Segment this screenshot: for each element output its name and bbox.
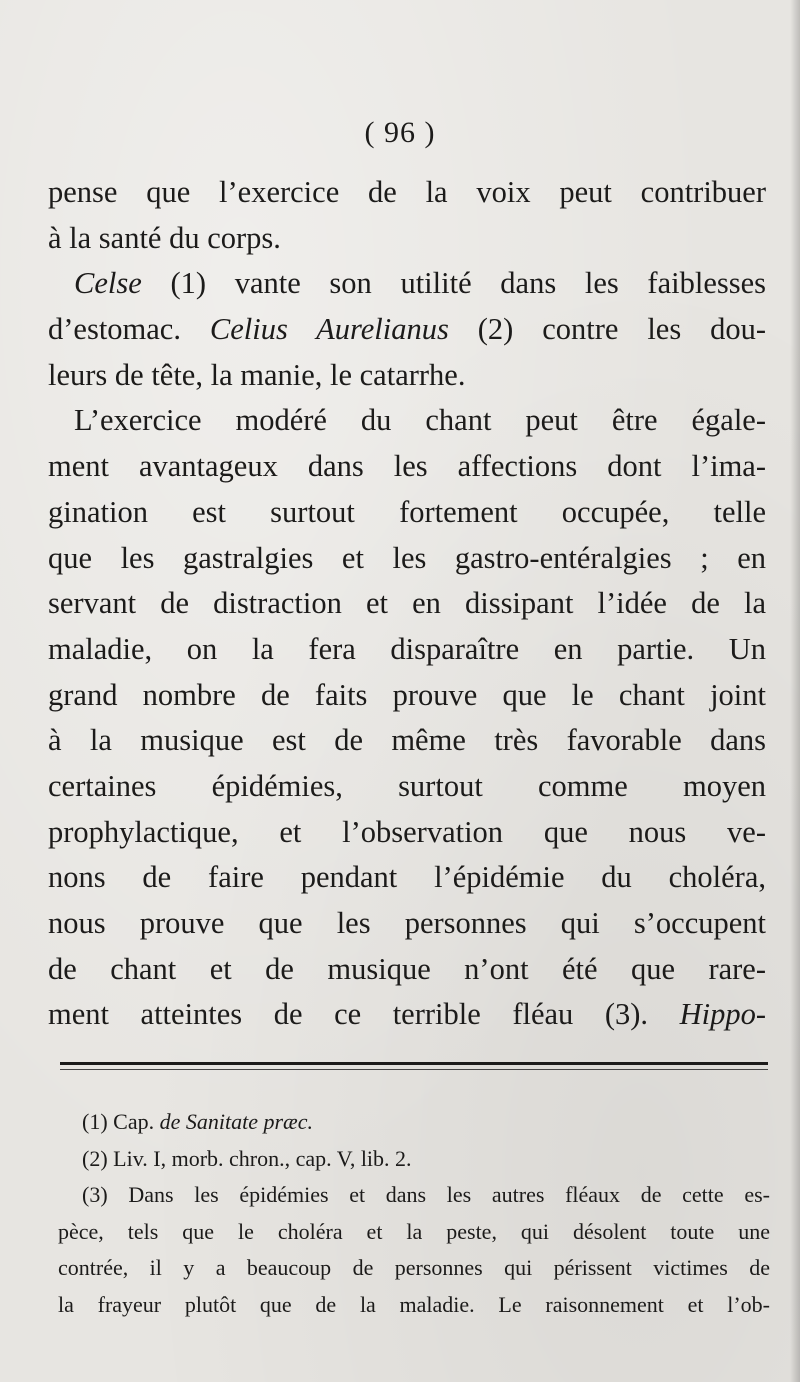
footnote-3-line: pèce, tels que le choléra et la peste, qui désolent toute une [58,1218,770,1244]
text-line: pense que l’exercice de la voix peut contribuer [48,175,766,209]
footnote-3-line: (3) Dans les épidémies et dans les autres fléaux de cette es- [82,1182,770,1207]
text-line: à la santé du corps. [48,220,281,255]
text-fragment: ment atteintes de ce terrible fléau (3). [48,997,649,1032]
text-line: nous prouve que les personnes qui s’occupent [48,906,766,940]
page-edge-shadow [790,0,800,1382]
text-line: grand nombre de faits prouve que le chant joint [48,677,766,712]
text-line: à la musique est de même très favorable dans [48,723,766,758]
author-name-celse: Celse [74,266,142,301]
text-line: gination est surtout fortement occupée, telle [48,494,766,529]
author-name-hippo: Hippo- [679,997,766,1032]
text-line: prophylactique, et l’observation que nous ve- [48,814,766,849]
text-line: de chant et de musique n’ont été que rare- [48,951,766,986]
text-line [48,261,766,307]
text-line: certaines épidémies, surtout comme moyen [48,768,766,803]
footnote-1-prefix: (1) Cap. [82,1109,155,1134]
page-number: ( 96 ) [364,116,436,149]
footnote-separator-thin-rule [60,1069,768,1070]
text-line: L’exercice modéré du chant peut être égale- [74,403,766,438]
footnote-3-line: la frayeur plutôt que de la maladie. Le raisonnement et l’ob- [58,1291,770,1317]
footnote-2: (2) Liv. I, morb. chron., cap. V, lib. 2. [82,1145,412,1171]
footnote-3-line: contrée, il y a beaucoup de personnes qui périssent victimes de [58,1255,770,1280]
author-name-celius: Celius Aurelianus [209,312,449,347]
main-text [48,170,766,1038]
footnotes [58,1104,770,1323]
footnote-separator-rule [60,1062,768,1065]
text-line [48,992,766,1038]
text-line: leurs de tête, la manie, le catarrhe. [48,357,466,392]
text-line: maladie, on la fera disparaître en partie. Un [48,631,766,666]
footnote-1 [58,1104,770,1141]
text-line: servant de distraction et en dissipant l’idée de la [48,586,766,621]
text-fragment: (1) vante son utilité dans les faiblesses [170,266,766,301]
text-fragment: d’estomac. [48,312,181,347]
text-line: ment avantageux dans les affections dont l’ima- [48,449,766,484]
text-line: que les gastralgies et les gastro-entéralgies ; en [48,540,766,575]
text-fragment: (2) contre les dou- [477,312,766,347]
text-line [48,307,766,353]
text-line: nons de faire pendant l’épidémie du choléra, [48,860,766,895]
footnote-1-title: de Sanitate præc. [159,1109,313,1134]
